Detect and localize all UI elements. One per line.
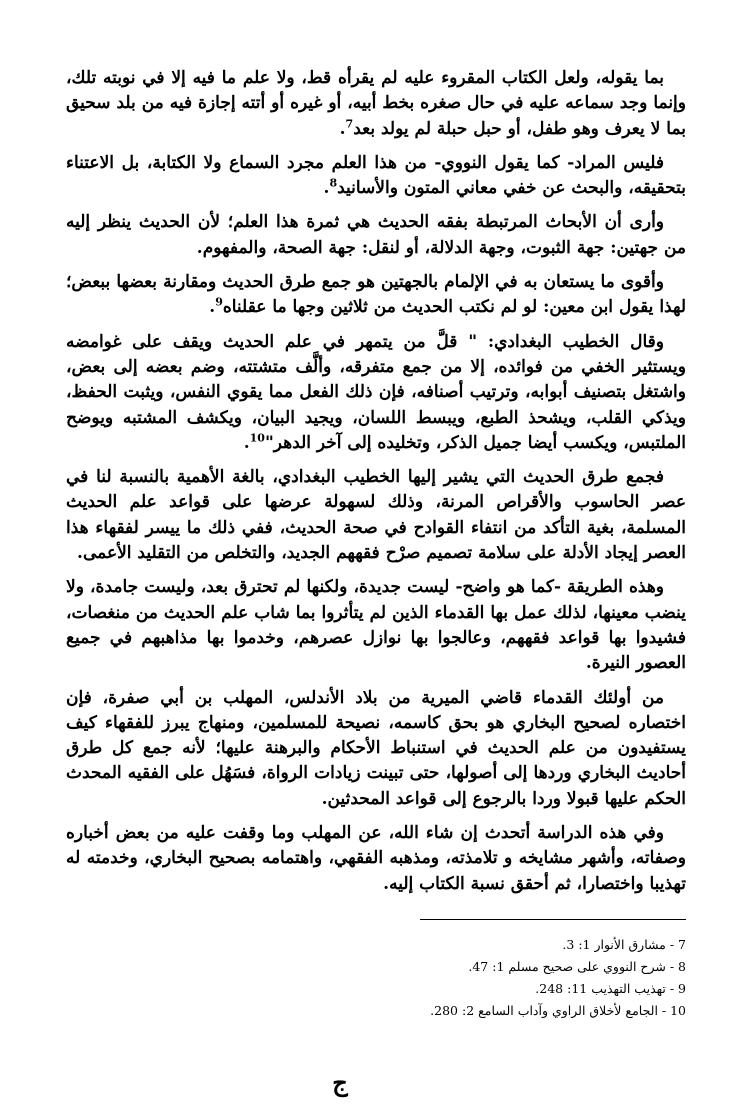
- paragraph-text: وأقوى ما يستعان به في الإلمام بالجهتين هو جمع طرق الحديث ومقارنة بعضها ببعض؛ لهذا يقول ابن معين: لو لم نكتب الحديث من ثلاثين وجها ما عقلناه: [66, 272, 686, 318]
- paragraph-text: فليس المراد- كما يقول النووي- من هذا العلم مجرد السماع ولا الكتابة، بل الاعتناء بتحقيقه، والبحث عن خفي معاني المتون والأسانيد: [66, 152, 686, 199]
- paragraph: [66, 465, 686, 566]
- paragraph-text: بما يقوله، ولعل الكتاب المقروء عليه لم يقرأه قط، ولا علم ما فيه إلا في نوبته تلك، وإنما وجد سماعه عليه في حال صغره بخط أبيه، أو غيره أو أتته إجازة فيه من بلد سحيق بما لا يعرف وهو طفل، أو حبل حبلة لم يولد بعد: [66, 68, 686, 139]
- footnotes: [380, 934, 686, 1022]
- paragraph-text: وفي هذه الدراسة أتحدث إن شاء الله، عن المهلب وما وقفت عليه من بعض أخباره وصفاته، وأشهر مشايخه و تلامذته، ومذهبه الفقهي، واهتمامه بصحيح البخاري، وخدمته له تهذيبا واختصارا، ثم أحقق نسبة الكتاب إليه.: [66, 823, 686, 894]
- footnote-text: تهذيب التهذيب 11: 248.: [535, 981, 666, 996]
- footnote-number: 7: [678, 937, 686, 952]
- footnote: 8 - شرح النووي على صحيح مسلم 1: 47.: [468, 959, 686, 974]
- footnote-number: 8: [678, 959, 686, 974]
- page-number: ج: [332, 1068, 348, 1097]
- footnote: 9 - تهذيب التهذيب 11: 248.: [535, 981, 686, 996]
- paragraph: [66, 66, 686, 142]
- paragraph: [66, 821, 686, 897]
- footnote-text: مشارق الأنوار 1: 3.: [562, 937, 666, 952]
- paragraph: [66, 270, 686, 321]
- footnote: 10 - الجامع لأخلاق الراوي وآداب السامع 2: 280.: [430, 1003, 686, 1018]
- paragraph-end: .: [209, 297, 216, 318]
- footnote-reference: 8: [329, 176, 338, 190]
- paragraph: [66, 686, 686, 812]
- paragraph-text: وهذه الطريقة -كما هو واضح- ليست جديدة، ولكنها لم تحترق بعد، وليست جامدة، ولا ينضب معينها، لذلك عمل بها القدماء الذين لم يتأثروا بما شاب علم الحديث من منغصات، فشيدوا بها قواعد فقههم، وعالجوا بها نوازل عصرهم، وخدموا بها مذاهبهم في جميع العصور النيرة.: [66, 577, 686, 674]
- paragraph-text: وقال الخطيب البغدادي: " قلَّ من يتمهر في علم الحديث ويقف على غوامضه ويستثير الخفي من فوائده، إلا من جمع متفرقه، وألَّف متشتته، وضم بعضه إلى بعض، واشتغل بتصنيف أبوابه، وترتيب أصنافه، فإن ذلك الفعل مما يقوي النفس، ويثبت الحفظ، ويذكي القلب، ويشحذ الطبع، ويبسط اللسان، ويجيد البيان، ويكشف المشتبه ويوضح الملتبس، ويكسب أيضا جميل الذكر، وتخليده إلى آخر الدهر": [66, 331, 686, 453]
- paragraph-text: وأرى أن الأبحاث المرتبطة بفقه الحديث هي ثمرة هذا العلم؛ لأن الحديث ينظر إليه من جهتين: جهة الثبوت، وجهة الدلالة، أو لنقل: جهة الصحة، والمفهوم.: [66, 212, 686, 258]
- footnote-reference: 7: [345, 116, 354, 130]
- paragraph: [66, 151, 686, 202]
- paragraph: [66, 575, 686, 676]
- footnote-number: 9: [678, 981, 686, 996]
- footnote: 7 - مشارق الأنوار 1: 3.: [562, 937, 686, 952]
- paragraph-text: من أولئك القدماء قاضي الميرية من بلاد الأندلس، المهلب بن أبي صفرة، فإن اختصاره لصحيح البخاري هو بحق كاسمه، نصيحة للمسلمين، ومنهاج يبرز للفقهاء كيف يستفيدون من علم الحديث في استنباط الأحكام والبرهنة عليها؛ لأنه جمع كل طرق أحاديث البخاري وردها إلى أصولها، حتى تبينت زيادات الرواة، فسَهُل على الفقيه المحدث الحكم عليها قبولا وردا بالرجوع إلى قواعد المحدثين.: [66, 687, 686, 809]
- footnote-text: شرح النووي على صحيح مسلم 1: 47.: [468, 959, 666, 974]
- paragraph-end: .: [323, 178, 330, 199]
- body-text: [66, 66, 686, 906]
- paragraph: [66, 210, 686, 261]
- footnote-separator: [420, 919, 686, 920]
- footnote-reference: 10: [249, 431, 265, 445]
- paragraph-end: .: [339, 118, 346, 139]
- footnote-text: الجامع لأخلاق الراوي وآداب السامع 2: 280.: [430, 1003, 658, 1018]
- paragraph: [66, 330, 686, 456]
- footnote-number: 10: [670, 1003, 686, 1018]
- paragraph-text: فجمع طرق الحديث التي يشير إليها الخطيب البغدادي، بالغة الأهمية بالنسبة لنا في عصر الحاسوب والأقراص المرنة، وذلك لسهولة عرضها على قواعد علم الحديث المسلمة، بغية التأكد من انتفاء القوادح في صحة الحديث، ففي ذلك ما ييسر لفقهاء هذا العصر إيجاد الأدلة على سلامة تصميم صرْح فقههم الجديد، والتخلص من التقليد الأعمى.: [66, 467, 686, 564]
- paragraph-end: .: [243, 432, 250, 453]
- footnote-reference: 9: [215, 295, 223, 309]
